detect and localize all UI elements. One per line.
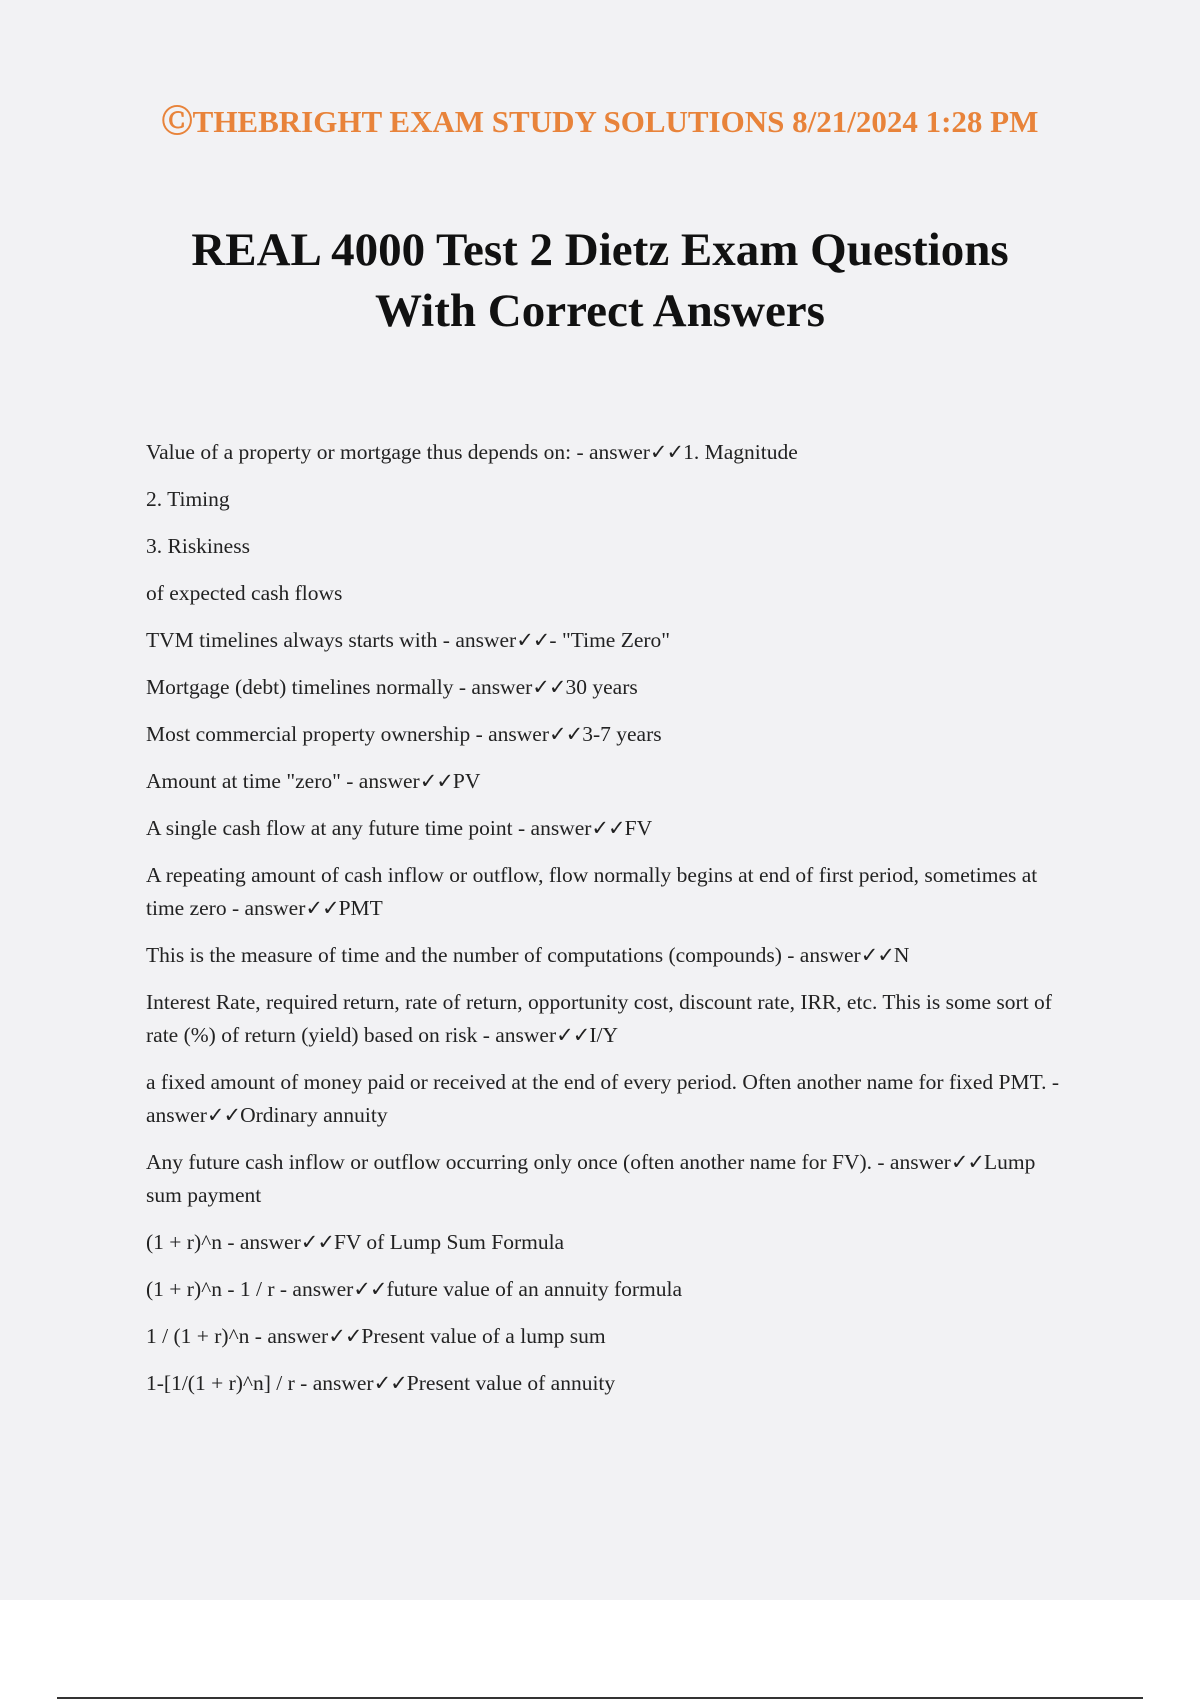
question-text: Any future cash inflow or outflow occurring only once (often another name for FV). - answer	[146, 1150, 951, 1174]
continuation-line	[146, 530, 1066, 563]
answer-text: N	[893, 943, 910, 967]
answer-text: Lump sum payment	[146, 1150, 1036, 1207]
double-check-icon: ✓✓	[556, 1023, 590, 1047]
question-text: This is the measure of time and the number of computations (compounds) - answer	[146, 943, 861, 967]
question-text: Most commercial property ownership - answer	[146, 722, 550, 746]
qa-item	[146, 765, 1066, 798]
document-title	[100, 220, 1100, 342]
double-check-icon: ✓✓	[950, 1150, 985, 1174]
qa-item	[146, 718, 1066, 751]
qa-item	[146, 939, 1066, 972]
double-check-icon: ✓✓	[373, 1371, 407, 1395]
answer-text: 1. Magnitude	[683, 440, 798, 464]
qa-item	[146, 1273, 1066, 1306]
answer-text: 3-7 years	[582, 722, 662, 746]
double-check-icon: ✓✓	[305, 896, 339, 920]
title-line-1: REAL 4000 Test 2 Dietz Exam Questions	[191, 224, 1009, 276]
double-check-icon: ✓✓	[328, 1324, 362, 1348]
answer-text: - "Time Zero"	[549, 628, 671, 652]
qa-item	[146, 436, 1066, 469]
double-check-icon: ✓✓	[532, 675, 566, 699]
footer-divider	[57, 1697, 1143, 1699]
double-check-icon: ✓✓	[300, 1230, 334, 1254]
watermark-header: ⒸTHEBRIGHT EXAM STUDY SOLUTIONS 8/21/2024 1:28 PM	[161, 104, 1039, 139]
title-line-2: With Correct Answers	[375, 285, 825, 337]
question-text: Value of a property or mortgage thus depends on: - answer	[146, 440, 650, 464]
answer-text: of expected cash flows	[146, 581, 343, 605]
answer-text: 2. Timing	[146, 487, 230, 511]
answer-text: Present value of annuity	[406, 1371, 616, 1395]
answer-text: FV	[624, 816, 653, 840]
question-text: TVM timelines always starts with - answer	[146, 628, 517, 652]
question-text: Amount at time "zero" - answer	[146, 769, 420, 793]
question-text: A single cash flow at any future time point - answer	[146, 816, 592, 840]
question-text: (1 + r)^n - 1 / r - answer	[146, 1277, 354, 1301]
question-text: a fixed amount of money paid or received at the end of every period. Often another name for fixed PMT. - answer	[146, 1070, 1060, 1127]
qa-item	[146, 1367, 1066, 1400]
answer-text: future value of an annuity formula	[386, 1277, 683, 1301]
continuation-line	[146, 483, 1066, 516]
answer-text: FV of Lump Sum Formula	[333, 1230, 565, 1254]
double-check-icon: ✓✓	[591, 816, 625, 840]
qa-item	[146, 624, 1066, 657]
qa-item	[146, 671, 1066, 704]
double-check-icon: ✓✓	[649, 440, 684, 464]
answer-text: 3. Riskiness	[146, 534, 250, 558]
answer-text: I/Y	[589, 1023, 619, 1047]
double-check-icon: ✓✓	[353, 1277, 387, 1301]
qa-item	[146, 1320, 1066, 1353]
question-text: 1-[1/(1 + r)^n] / r - answer	[146, 1371, 374, 1395]
double-check-icon: ✓✓	[419, 769, 453, 793]
qa-item	[146, 986, 1066, 1052]
question-text: 1 / (1 + r)^n - answer	[146, 1324, 329, 1348]
double-check-icon: ✓✓	[860, 943, 894, 967]
double-check-icon: ✓✓	[206, 1103, 241, 1127]
double-check-icon: ✓✓	[516, 628, 550, 652]
answer-text: Present value of a lump sum	[361, 1324, 606, 1348]
qa-item	[146, 859, 1066, 925]
question-text: (1 + r)^n - answer	[146, 1230, 301, 1254]
question-text: Interest Rate, required return, rate of return, opportunity cost, discount rate, IRR, etc. This is some sort of rate (%) of return (yield) based on risk - answer	[146, 990, 1052, 1047]
answer-text: PMT	[338, 896, 383, 920]
answer-text: PV	[452, 769, 481, 793]
continuation-line	[146, 577, 1066, 610]
double-check-icon: ✓✓	[549, 722, 583, 746]
qa-item	[146, 1066, 1066, 1132]
qa-list	[146, 436, 1066, 1414]
qa-item	[146, 1226, 1066, 1259]
question-text: Mortgage (debt) timelines normally - answer	[146, 675, 533, 699]
answer-text: Ordinary annuity	[240, 1103, 388, 1127]
answer-text: 30 years	[565, 675, 638, 699]
question-text: A repeating amount of cash inflow or outflow, flow normally begins at end of first period, sometimes at time zero - answer	[146, 863, 1038, 920]
qa-item	[146, 1146, 1066, 1212]
qa-item	[146, 812, 1066, 845]
